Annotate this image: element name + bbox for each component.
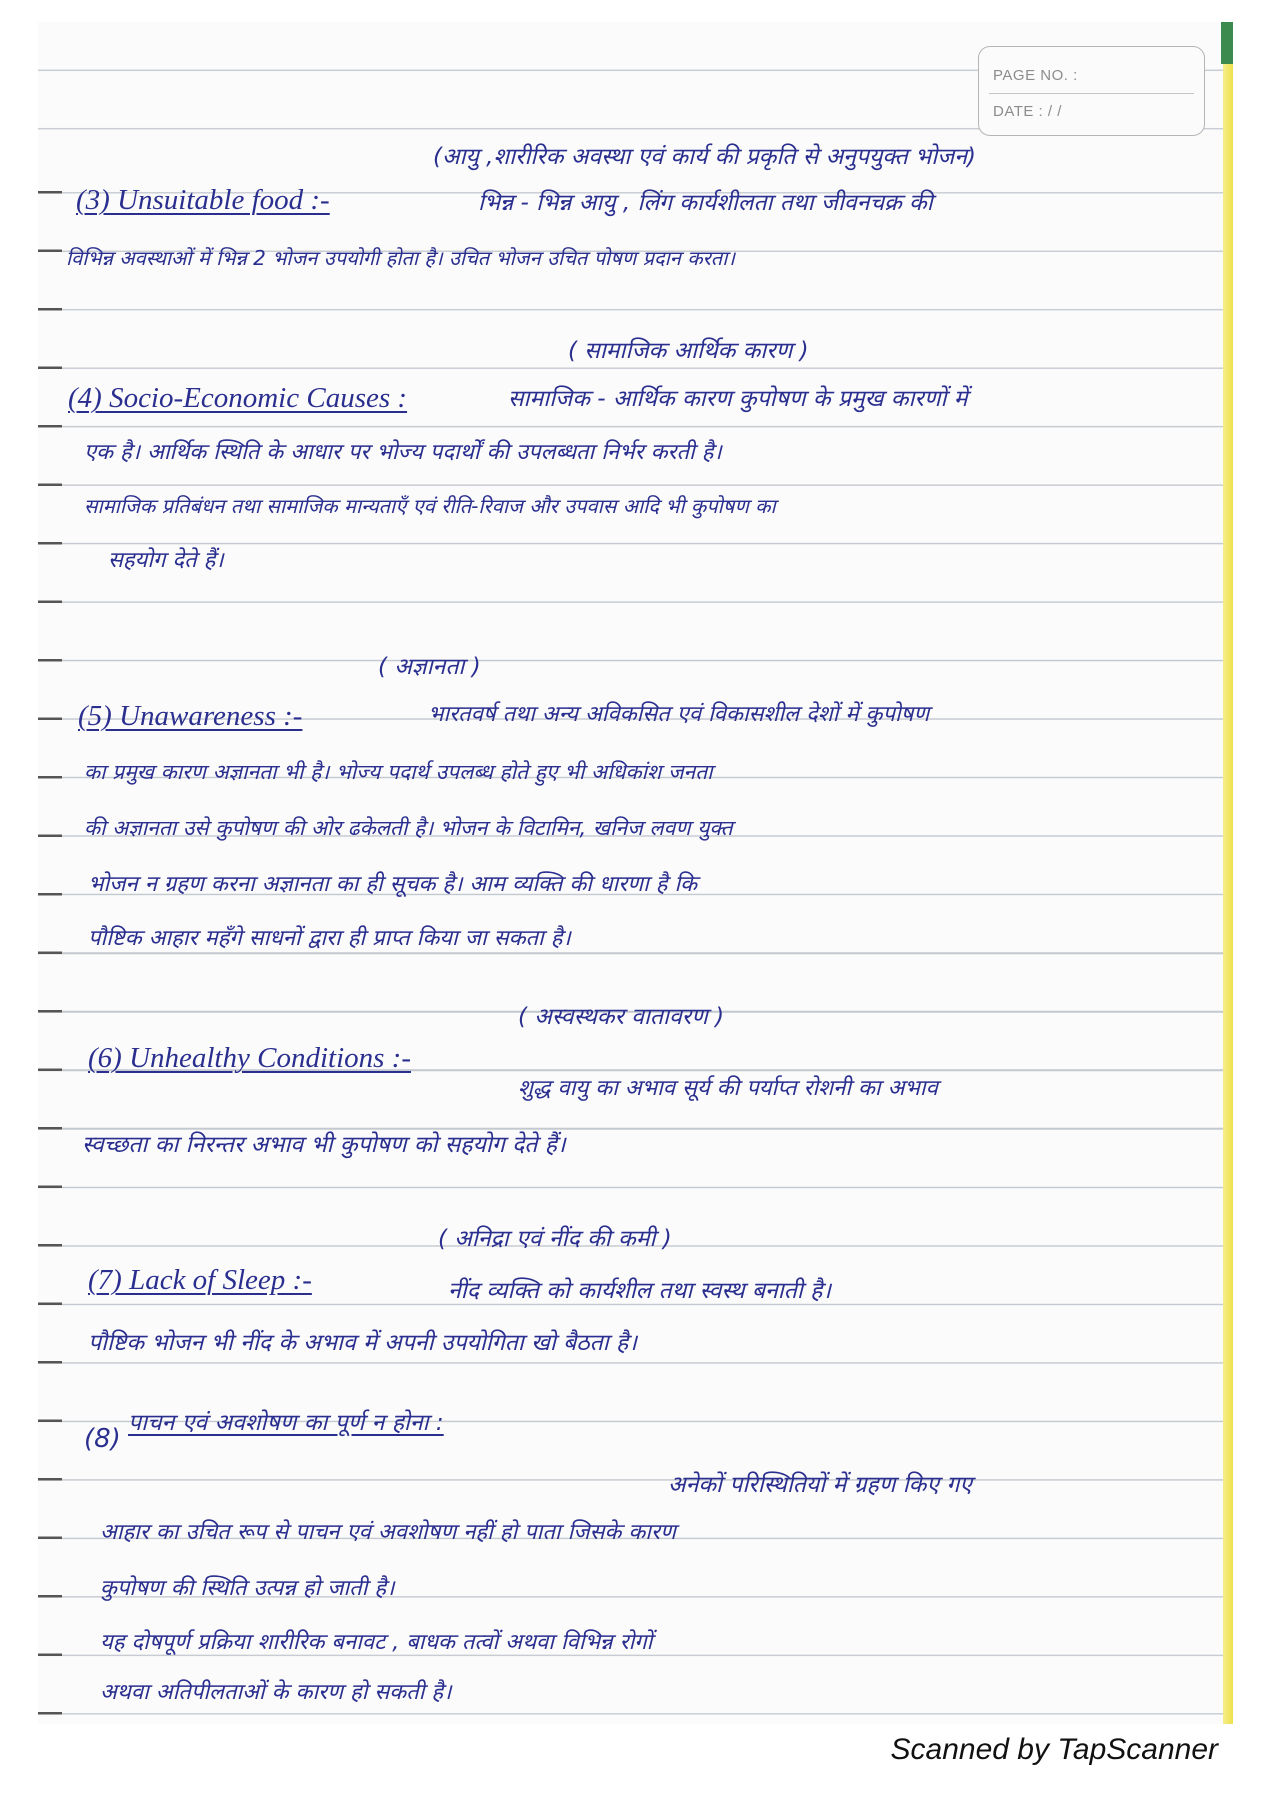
s7-line2: पौष्टिक भोजन भी नींद के अभाव में अपनी उपयोगिता खो बैठता है। [88, 1330, 637, 1356]
s5-line4: भोजन न ग्रहण करना अज्ञानता का ही सूचक है। आम व्यक्ति की धारणा है कि [88, 872, 698, 897]
s4-line3: सामाजिक प्रतिबंधन तथा सामाजिक मान्यताएँ एवं रीति-रिवाज और उपवास आदि भी कुपोषण का [84, 494, 776, 518]
s6-title: (6) Unhealthy Conditions :- [88, 1042, 411, 1074]
s5-line3: की अज्ञानता उसे कुपोषण की ओर ढकेलती है। भोजन के विटामिन, खनिज लवण युक्त [84, 816, 733, 840]
date-label: DATE : / / [993, 103, 1062, 120]
s3-line2: विभिन्न अवस्थाओं में भिन्न 2 भोजन उपयोगी होता है। उचित भोजन उचित पोषण प्रदान करता। [66, 246, 735, 270]
s5-line1: भारतवर्ष तथा अन्य अविकसित एवं विकासशील देशों में कुपोषण [428, 702, 930, 727]
notebook-page [38, 22, 1233, 1724]
page-no-label: PAGE NO. : [993, 67, 1078, 84]
s3-line1: भिन्न - भिन्न आयु , लिंग कार्यशीलता तथा जीवनचक्र की [478, 190, 933, 216]
s8-line5: अथवा अतिपीलताओं के कारण हो सकती है। [100, 1680, 452, 1705]
s5-line5: पौष्टिक आहार महँगे साधनों द्वारा ही प्राप्त किया जा सकता है। [88, 926, 571, 951]
s4-line4: सहयोग देते हैं। [108, 548, 224, 573]
scanner-footer: Scanned by TapScanner [890, 1733, 1218, 1766]
s8-number: (8) [84, 1424, 121, 1454]
s7-line1: नींद व्यक्ति को कार्यशील तथा स्वस्थ बनाती है। [448, 1278, 832, 1304]
s6-line1: शुद्ध वायु का अभाव सूर्य की पर्याप्त रोशनी का अभाव [518, 1076, 938, 1101]
s3-title: (3) Unsuitable food :- [76, 184, 330, 216]
s7-title: (7) Lack of Sleep :- [88, 1264, 312, 1296]
s8-line4: यह दोषपूर्ण प्रक्रिया शारीरिक बनावट , बाधक तत्वों अथवा विभिन्न रोगों [100, 1630, 653, 1655]
s8-line1: अनेकों परिस्थितियों में ग्रहण किए गए [668, 1472, 973, 1498]
margin-ticks [38, 135, 62, 1715]
page-edge [1223, 22, 1233, 1724]
s3-note: (आयु ,शारीरिक अवस्था एवं कार्य की प्रकृति से अनुपयुक्त भोजन) [433, 144, 976, 170]
s8-line3: कुपोषण की स्थिति उत्पन्न हो जाती है। [100, 1576, 395, 1601]
s6-note: ( अस्वस्थकर वातावरण ) [518, 1004, 725, 1030]
s6-line2: स्वच्छता का निरन्तर अभाव भी कुपोषण को सहयोग देते हैं। [82, 1132, 566, 1158]
s4-note: ( सामाजिक आर्थिक कारण ) [568, 338, 809, 364]
s4-title: (4) Socio-Economic Causes : [68, 382, 408, 414]
s8-line2: आहार का उचित रूप से पाचन एवं अवशोषण नहीं हो पाता जिसके कारण [100, 1520, 676, 1545]
s5-line2: का प्रमुख कारण अज्ञानता भी है। भोज्य पदार्थ उपलब्ध होते हुए भी अधिकांश जनता [84, 760, 713, 784]
page-date-box [978, 46, 1205, 136]
s5-title: (5) Unawareness :- [78, 700, 303, 732]
s4-line1: सामाजिक - आर्थिक कारण कुपोषण के प्रमुख कारणों में [508, 386, 968, 412]
s8-title: पाचन एवं अवशोषण का पूर्ण न होना : [128, 1410, 444, 1436]
s4-line2: एक है। आर्थिक स्थिति के आधार पर भोज्य पदार्थों की उपलब्धता निर्भर करती है। [84, 440, 722, 465]
page-box-divider [989, 93, 1194, 94]
page-corner [1221, 22, 1233, 64]
s5-note: ( अज्ञानता ) [378, 654, 481, 680]
s7-note: ( अनिद्रा एवं नींद की कमी ) [438, 1226, 672, 1252]
